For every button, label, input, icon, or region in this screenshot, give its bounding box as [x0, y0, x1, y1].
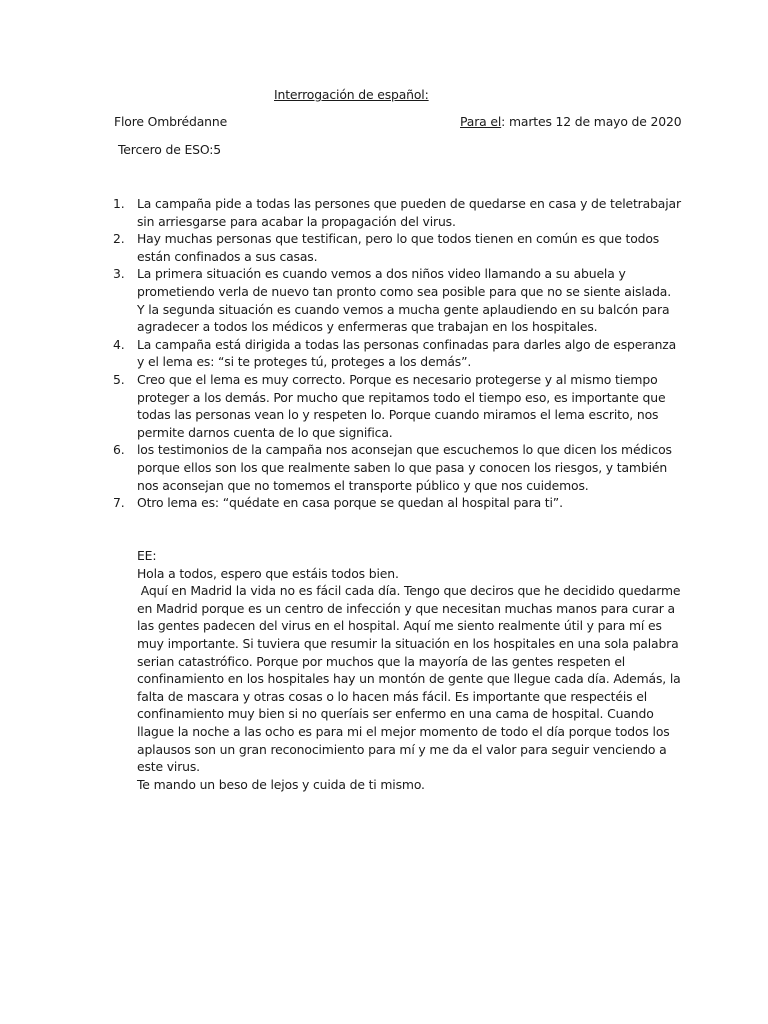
list-item — [110, 230, 682, 265]
list-item — [110, 336, 682, 371]
list-item-number: 1. — [113, 196, 125, 211]
student-name: Flore Ombrédanne — [114, 114, 228, 129]
list-item-number: 4. — [113, 336, 125, 352]
letter-closing: Te mando un beso de lejos y cuida de ti mismo. — [137, 776, 425, 792]
list-item — [110, 494, 682, 512]
list-item-text: Otro lema es: “quédate en casa porque se quedan al hospital para ti”. — [137, 495, 563, 511]
due-date-value: : martes 12 de mayo de 2020 — [501, 114, 682, 129]
list-item-text: Hay muchas personas que testifican, pero lo que todos tienen en común es que todos están confinados a sus casas. — [137, 231, 660, 264]
list-item-number: 3. — [113, 266, 125, 282]
list-item-text: La campaña está dirigida a todas las personas confinadas para darles algo de esperanza y el lema es: “si te proteges tú, proteges a los demás”. — [137, 336, 677, 370]
list-item-number: 7. — [113, 495, 125, 511]
letter-greeting: Hola a todos, espero que estáis todos bien. — [137, 565, 399, 581]
answer-list — [110, 195, 682, 512]
list-item-number: 5. — [113, 371, 125, 387]
list-item — [110, 371, 682, 441]
list-item-number: 6. — [113, 442, 125, 458]
letter-heading: EE: — [137, 548, 157, 563]
due-date — [460, 114, 681, 129]
list-item — [110, 265, 682, 335]
list-item-number: 2. — [113, 231, 125, 247]
list-item-text: Creo que el lema es muy correcto. Porque es necesario protegerse y al mismo tiempo proteger a los demás. Por mucho que repitamos todo el tiempo eso, es importante que todas las personas vean lo y respeten lo. Porque cuando miramos el lema escrito, nos permite darnos cuenta de lo que significa. — [137, 371, 666, 440]
list-item-text: La campaña pide a todas las persones que pueden de quedarse en casa y de teletrabajar sin arriesgarse para acabar la propagación del virus. — [137, 196, 681, 229]
letter-section — [137, 547, 683, 793]
due-date-label: Para el — [460, 114, 502, 129]
letter-body: Aquí en Madrid la vida no es fácil cada día. Tengo que deciros que he decidido quedarme en Madrid porque es un centro de infección y que necesitan muchas manos para curar a las gentes padecen del virus en el hospital. Aquí me siento realmente útil y para mí es muy importante. Si tuviera que resumir la situación en los hospitales en una sola palabra serian catastrófico. Porque por muchos que la mayoría de las gentes respeten el confinamiento en los hospitales hay un montón de gente que llegue cada día. Además, la falta de mascara y otras cosas o lo hacen más fácil. Es importante que respectéis el confinamiento muy bien si no queríais ser enfermo en una cama de hospital. Cuando llague la noche a las ocho es para mi el mejor momento de todo el día porque todos los aplausos son un gran reconocimiento para mí y me da el valor para seguir venciendo a este virus. — [137, 583, 685, 775]
list-item — [110, 441, 682, 494]
page-title: Interrogación de español: — [274, 87, 429, 102]
class-label: Tercero de ESO:5 — [118, 142, 221, 157]
list-item — [110, 195, 682, 230]
list-item-text: los testimonios de la campaña nos aconsejan que escuchemos lo que dicen los médicos porque ellos son los que realmente saben lo que pasa y conocen los riesgos, y también nos aconsejan que no tomemos el transporte público y que nos cuidemos. — [137, 442, 672, 493]
list-item-text: La primera situación es cuando vemos a dos niños video llamando a su abuela y prometiendo verla de nuevo tan pronto como sea posible para que no se siente aislada. Y la segunda situación es cuando vemos a mucha gente aplaudiendo en su balcón para agradecer a todos los médicos y enfermeras que trabajan en los hospitales. — [137, 266, 672, 335]
